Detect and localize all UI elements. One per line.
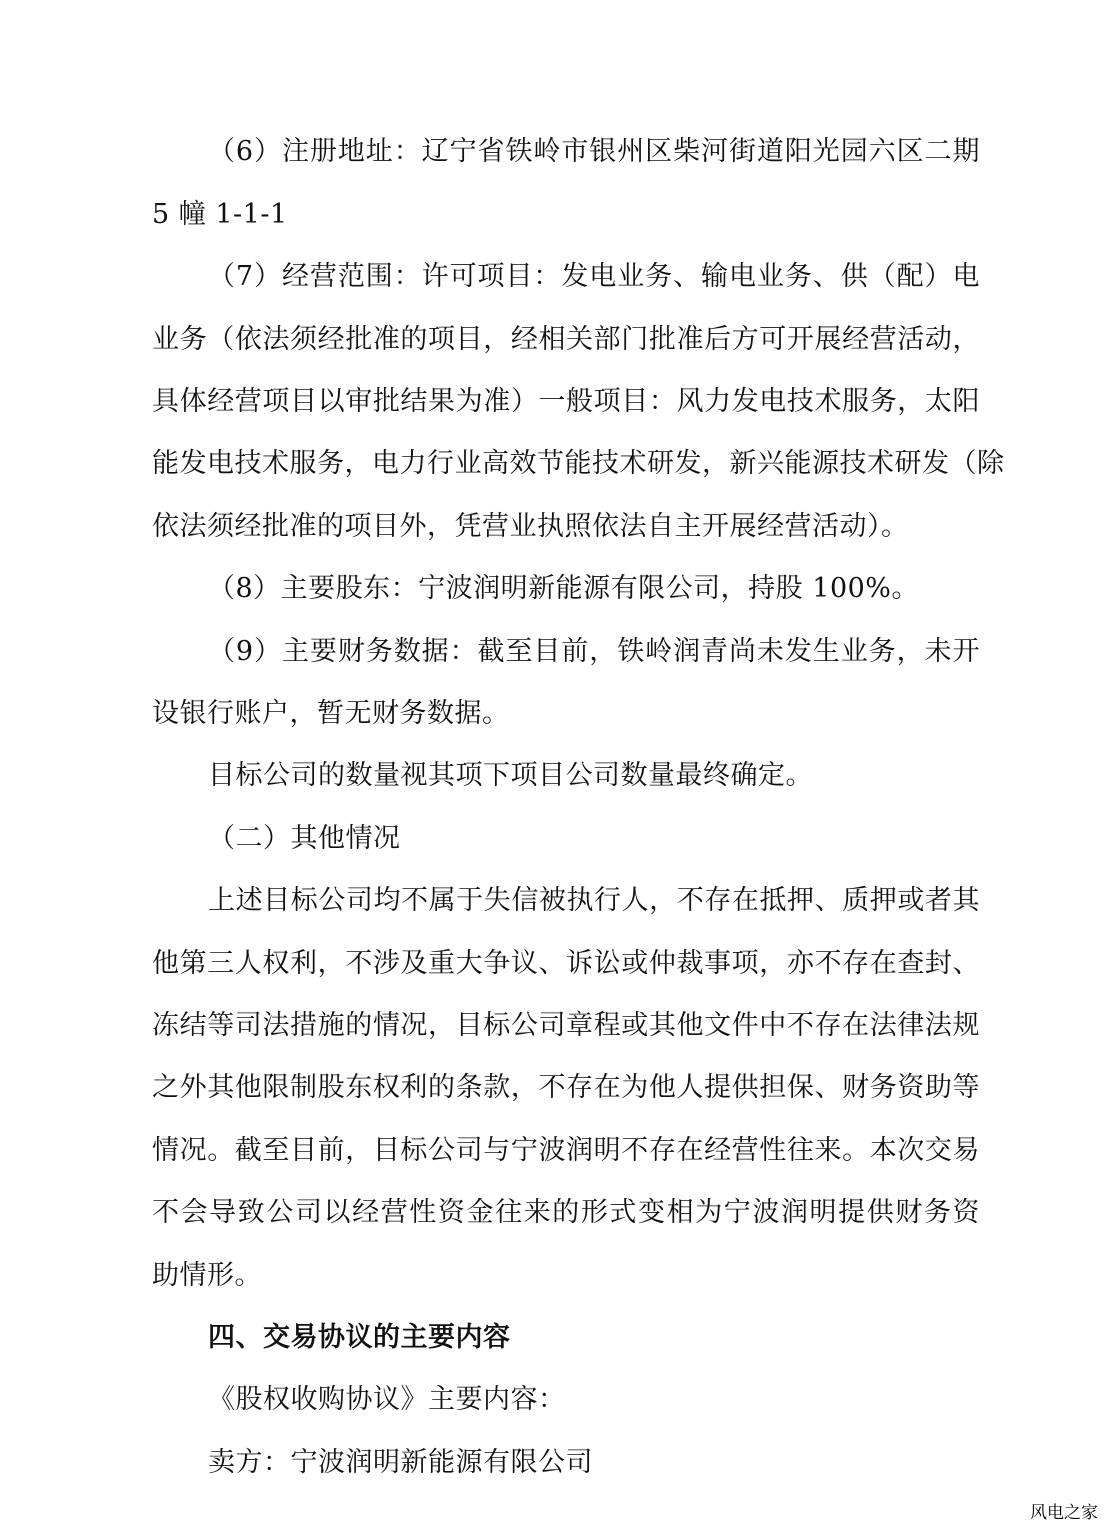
paragraph-line: 情况。截至目前，目标公司与宁波润明不存在经营性往来。本次交易 — [152, 1135, 980, 1166]
paragraph-line: 他第三人权利，不涉及重大争议、诉讼或仲裁事项，亦不存在查封、 — [152, 948, 980, 979]
paragraph-line: 上述目标公司均不属于失信被执行人，不存在抵押、质押或者其 — [208, 885, 980, 916]
paragraph-line: （9）主要财务数据：截至目前，铁岭润青尚未发生业务，未开 — [208, 636, 980, 667]
section-heading: 四、交易协议的主要内容 — [208, 1322, 511, 1353]
paragraph-line: 不会导致公司以经营性资金往来的形式变相为宁波润明提供财务资 — [152, 1197, 980, 1228]
paragraph-line: 5 幢 1-1-1 — [152, 199, 288, 230]
paragraph-line: 业务（依法须经批准的项目，经相关部门批准后方可开展经营活动， — [152, 324, 980, 355]
paragraph-line: 依法须经批准的项目外，凭营业执照依法自主开展经营活动）。 — [152, 511, 909, 542]
watermark-text: 风电之家 — [1030, 1503, 1098, 1523]
paragraph-line: 《股权收购协议》主要内容： — [208, 1384, 566, 1415]
paragraph-line: 设银行账户，暂无财务数据。 — [152, 698, 510, 729]
paragraph-line: （6）注册地址：辽宁省铁岭市银州区柴河街道阳光园六区二期 — [208, 136, 980, 167]
paragraph-line: 冻结等司法措施的情况，目标公司章程或其他文件中不存在法律法规 — [152, 1010, 980, 1041]
paragraph-line: 助情形。 — [152, 1260, 262, 1291]
paragraph-line: 卖方：宁波润明新能源有限公司 — [208, 1447, 593, 1478]
paragraph-line: 具体经营项目以审批结果为准）一般项目：风力发电技术服务，太阳 — [152, 386, 980, 417]
paragraph-line: （8）主要股东：宁波润明新能源有限公司，持股 100%。 — [208, 573, 919, 604]
paragraph-line: 能发电技术服务，电力行业高效节能技术研发，新兴能源技术研发（除 — [152, 448, 1005, 479]
paragraph-line: 目标公司的数量视其项下项目公司数量最终确定。 — [208, 760, 813, 791]
section-subheading: （二）其他情况 — [208, 823, 401, 854]
paragraph-line: （7）经营范围：许可项目：发电业务、输电业务、供（配）电 — [208, 261, 980, 292]
paragraph-line: 之外其他限制股东权利的条款，不存在为他人提供担保、财务资助等 — [152, 1072, 980, 1103]
